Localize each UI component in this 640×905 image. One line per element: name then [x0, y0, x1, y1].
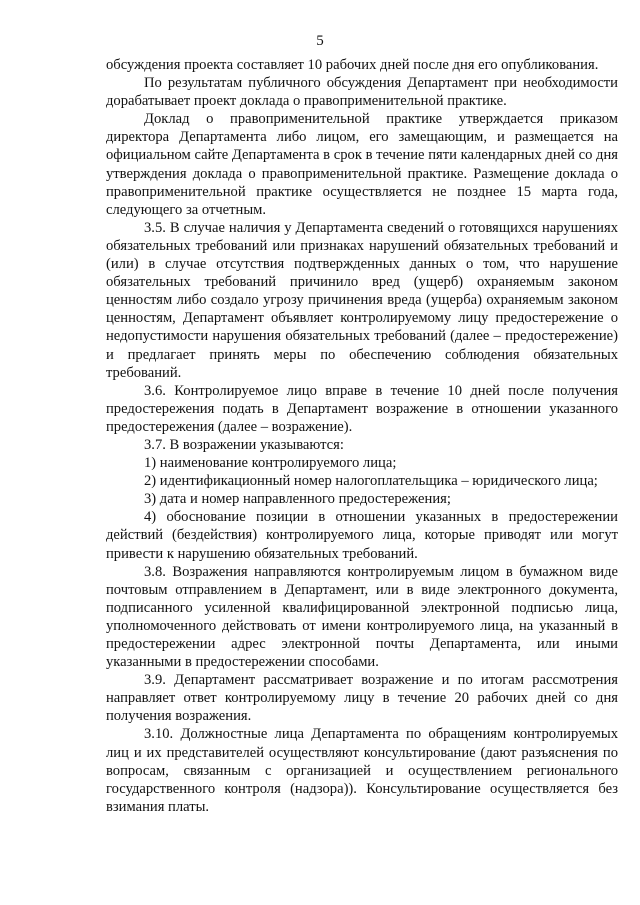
- list-item-1: 1) наименование контролируемого лица;: [144, 455, 397, 472]
- list-item-2: 2) идентификационный номер налогоплательщика – юридического лица;: [144, 473, 598, 490]
- paragraph-3-10: 3.10. Должностные лица Департамента по обращениям контролируемых лиц и их представителей осуществляют консультирование (дают разъяснения по вопросам, связанным с организацией и осуществлением регионального государственного контроля (надзора)). Консультирование осуществляется без взимания платы.: [106, 726, 618, 815]
- paragraph-report-approval: Доклад о правоприменительной практике утверждается приказом директора Департамента либо лицом, его замещающим, и размещается на официальном сайте Департамента в срок в течение пяти календарных дней со дня утверждения доклада о правоприменительной практике. Размещение доклада о правоприменительной практике осуществляется не позднее 15 марта года, следующего за отчетным.: [106, 111, 618, 218]
- paragraph-3-7: 3.7. В возражении указываются:: [144, 436, 344, 453]
- paragraph-3-5: 3.5. В случае наличия у Департамента сведений о готовящихся нарушениях обязательных требований или признаках нарушений обязательных требований и (или) в случае отсутствия подтвержденных данных о том, что нарушение обязательных требований причинило вред (ущерб) охраняемым законом ценностям либо создало угрозу причинения вреда (ущерба) охраняемым законом ценностям, Департамент объявляет контролируемому лицу предостережение о недопустимости нарушения обязательных требований (далее – предостережение) и предлагает принять меры по обеспечению соблюдения обязательных требований.: [106, 219, 618, 381]
- list-item-4: 4) обоснование позиции в отношении указанных в предостережении действий (бездействия) контролируемого лица, которые приводят или могут привести к нарушению обязательных требований.: [106, 509, 618, 562]
- list-item-3: 3) дата и номер направленного предостережения;: [144, 491, 451, 508]
- paragraph-public-discussion: По результатам публичного обсуждения Департамент при необходимости дорабатывает проект доклада о правоприменительной практике.: [106, 75, 618, 110]
- paragraph-3-6: 3.6. Контролируемое лицо вправе в течение 10 дней после получения предостережения подать в Департамент возражение в отношении указанного предостережения (далее – возражение).: [106, 382, 618, 435]
- page-number: 5: [316, 33, 324, 49]
- paragraph-3-8: 3.8. Возражения направляются контролируемым лицом в бумажном виде почтовым отправлением в Департамент, или в виде электронного документа, подписанного усиленной квалифицированной электронной подписью лица, уполномоченного действовать от имени контролируемого лица, на указанный в предостережении адрес электронной почты Департамента, или иными указанными в предостережении способами.: [106, 563, 618, 671]
- paragraph-3-9: 3.9. Департамент рассматривает возражение и по итогам рассмотрения направляет ответ контролируемому лицу в течение 20 рабочих дней со дня получения возражения.: [106, 672, 618, 725]
- document-body: [106, 56, 618, 816]
- paragraph-continuation: обсуждения проекта составляет 10 рабочих дней после дня его опубликования.: [106, 57, 599, 73]
